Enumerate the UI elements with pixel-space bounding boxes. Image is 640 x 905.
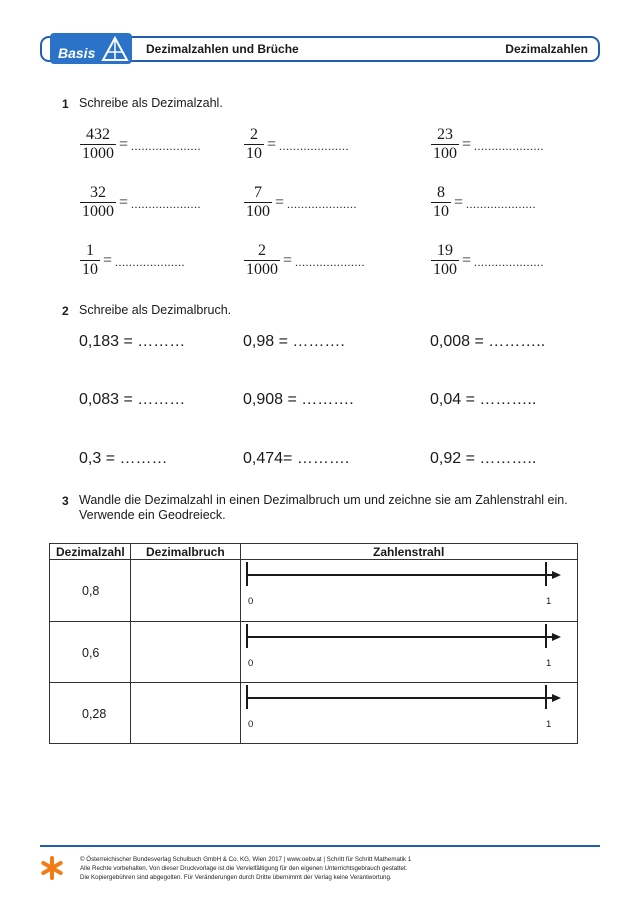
number-line-end-label: 1: [546, 596, 552, 607]
task2-instruction: Schreibe als Dezimalbruch.: [79, 303, 232, 317]
footer-disclaimer: Die Kopiergebühren sind abgegolten. Für Veränderungen durch Dritte übernimmt der Verlag keine Verantwortung.: [80, 874, 392, 881]
number-line-start-tick: [246, 685, 248, 709]
fraction-item: [431, 184, 536, 221]
task3-instruction-line2: Verwende ein Geodreieck.: [79, 508, 226, 522]
number-line[interactable]: [247, 574, 553, 576]
fraction-numerator: 7: [254, 184, 262, 201]
fraction: [80, 126, 116, 163]
equals-sign: =: [267, 135, 277, 153]
fraction-answer-cell[interactable]: [140, 646, 230, 662]
fraction-item: [244, 242, 365, 279]
footer-copyright: © Österreichischer Bundesverlag Schulbuch GmbH & Co. KG, Wien 2017 | www.oebv.at | Schritt für Schritt Mathematik 1: [80, 856, 412, 863]
fraction-numerator: 2: [250, 126, 258, 143]
fraction: [80, 184, 116, 221]
answer-blank[interactable]: ....................: [115, 255, 186, 269]
fraction: [244, 126, 264, 163]
answer-blank[interactable]: ....................: [131, 139, 202, 153]
arrow-right-icon: [552, 694, 561, 702]
answer-blank[interactable]: ....................: [474, 139, 545, 153]
fraction-item: [80, 242, 185, 279]
decimal-cell: 0,6: [82, 646, 100, 660]
decimal-cell: 0,8: [82, 584, 100, 598]
number-line-end-label: 1: [546, 719, 552, 730]
fraction-numerator: 19: [437, 242, 453, 259]
number-line-start-tick: [246, 562, 248, 586]
table-divider: [49, 621, 578, 622]
fraction-denominator: 10: [246, 145, 262, 162]
number-line-end-tick: [545, 685, 547, 709]
equals-sign: =: [275, 193, 285, 211]
publisher-logo-icon: [38, 854, 66, 882]
fraction-denominator: 10: [433, 203, 449, 220]
header-topic: Dezimalzahlen: [505, 42, 588, 56]
fraction-item: [431, 126, 544, 163]
footer-line: [40, 845, 600, 847]
answer-blank[interactable]: ....................: [287, 197, 358, 211]
fraction: [244, 242, 280, 279]
task1-instruction: Schreibe als Dezimalzahl.: [79, 96, 223, 110]
fraction-denominator: 100: [246, 203, 270, 220]
number-line[interactable]: [247, 697, 553, 699]
table-divider: [130, 543, 131, 744]
number-line-start-label: 0: [248, 658, 254, 669]
fraction: [431, 126, 459, 163]
fraction-item: [80, 126, 201, 163]
decimal-item: 0,183 = ………: [79, 333, 186, 350]
fraction-item: [431, 242, 544, 279]
equals-sign: =: [119, 193, 129, 211]
table-divider: [49, 682, 578, 683]
fraction-numerator: 23: [437, 126, 453, 143]
fraction-numerator: 2: [258, 242, 266, 259]
number-line-start-label: 0: [248, 596, 254, 607]
number-line-end-tick: [545, 562, 547, 586]
fraction-numerator: 432: [86, 126, 110, 143]
equals-sign: =: [454, 193, 464, 211]
task3-instruction-line1: Wandle die Dezimalzahl in einen Dezimalbruch um und zeichne sie am Zahlenstrahl ein.: [79, 493, 568, 507]
equals-sign: =: [462, 135, 472, 153]
answer-blank[interactable]: ....................: [295, 255, 366, 269]
task1-number: 1: [62, 97, 69, 111]
fraction-item: [244, 126, 349, 163]
number-line-end-label: 1: [546, 658, 552, 669]
fraction-numerator: 32: [90, 184, 106, 201]
decimal-item: 0,98 = ……….: [243, 333, 345, 350]
answer-blank[interactable]: ....................: [474, 255, 545, 269]
decimal-item: 0,92 = ………..: [430, 450, 537, 467]
equals-sign: =: [462, 251, 472, 269]
decimal-item: 0,04 = ………..: [430, 391, 537, 408]
footer-rights: Alle Rechte vorbehalten. Von dieser Druckvorlage ist die Vervielfältigung für den eigenen Unterrichtsgebrauch gestattet.: [80, 865, 408, 872]
fraction: [244, 184, 272, 221]
fraction-answer-cell[interactable]: [140, 584, 230, 600]
answer-blank[interactable]: ....................: [131, 197, 202, 211]
decimal-item: 0,474= ……….: [243, 450, 350, 467]
fraction-denominator: 1000: [82, 203, 114, 220]
equals-sign: =: [283, 251, 293, 269]
column-header-number-line: Zahlenstrahl: [373, 545, 445, 559]
number-line-end-tick: [545, 624, 547, 648]
equals-sign: =: [119, 135, 129, 153]
fraction-denominator: 100: [433, 145, 457, 162]
column-header-decimal: Dezimalzahl: [56, 545, 125, 559]
fraction: [80, 242, 100, 279]
number-line[interactable]: [247, 636, 553, 638]
fraction-denominator: 1000: [82, 145, 114, 162]
task2-number: 2: [62, 304, 69, 318]
task3-number: 3: [62, 494, 69, 508]
fraction-item: [80, 184, 201, 221]
fraction: [431, 184, 451, 221]
number-line-start-label: 0: [248, 719, 254, 730]
table-divider: [240, 543, 241, 744]
fraction-denominator: 1000: [246, 261, 278, 278]
decimal-item: 0,908 = ……….: [243, 391, 354, 408]
equals-sign: =: [103, 251, 113, 269]
fraction: [431, 242, 459, 279]
answer-blank[interactable]: ....................: [466, 197, 537, 211]
decimal-item: 0,008 = ………..: [430, 333, 546, 350]
arrow-right-icon: [552, 633, 561, 641]
fraction-item: [244, 184, 357, 221]
fraction-numerator: 1: [86, 242, 94, 259]
column-header-fraction: Dezimalbruch: [146, 545, 225, 559]
fraction-answer-cell[interactable]: [140, 707, 230, 723]
decimal-item: 0,083 = ………: [79, 391, 186, 408]
triangle-logo-icon: [101, 36, 129, 62]
arrow-right-icon: [552, 571, 561, 579]
decimal-cell: 0,28: [82, 707, 107, 721]
fraction-denominator: 100: [433, 261, 457, 278]
fraction-numerator: 8: [437, 184, 445, 201]
header-title: Dezimalzahlen und Brüche: [146, 42, 299, 56]
basis-badge-label: Basis: [58, 45, 96, 61]
table-divider: [49, 559, 578, 560]
fraction-denominator: 10: [82, 261, 98, 278]
number-line-start-tick: [246, 624, 248, 648]
decimal-item: 0,3 = ………: [79, 450, 168, 467]
answer-blank[interactable]: ....................: [279, 139, 350, 153]
